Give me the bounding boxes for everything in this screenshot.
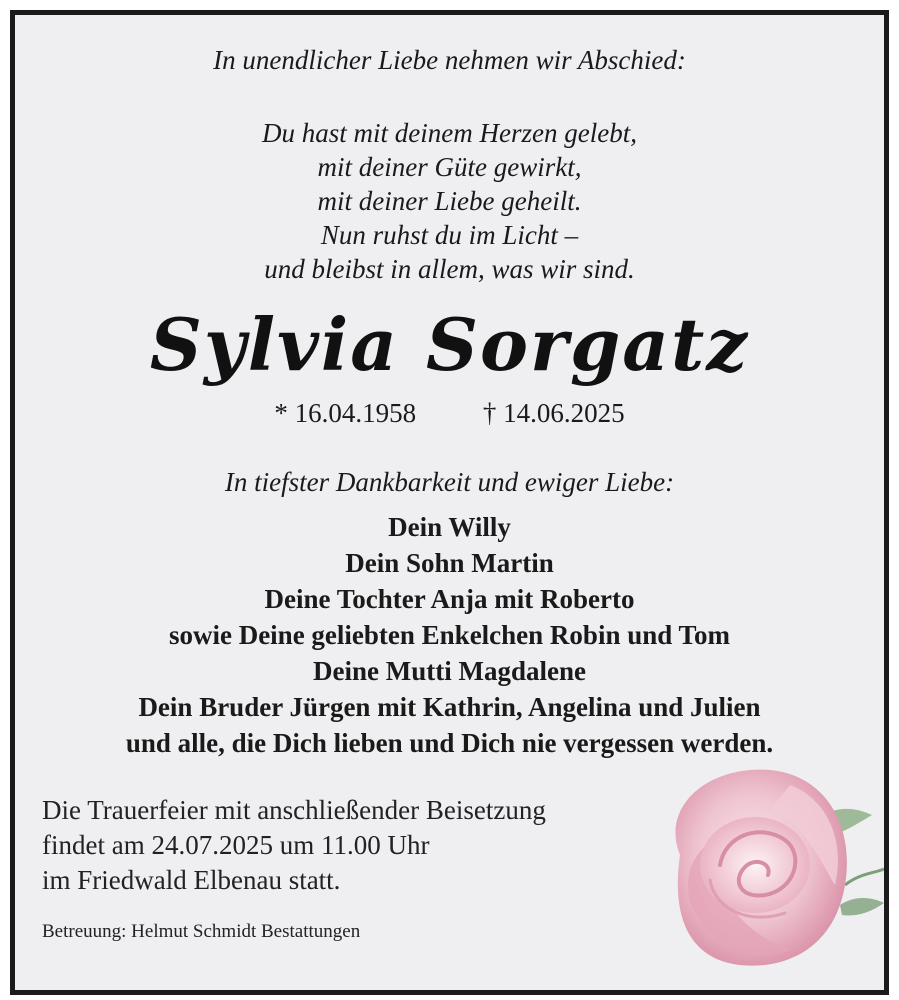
poem-line: mit deiner Liebe geheilt.	[317, 186, 582, 216]
funeral-home-credit: Betreuung: Helmut Schmidt Bestattungen	[42, 921, 361, 942]
thanks-line: In tiefster Dankbarkeit und ewiger Liebe:	[224, 467, 675, 497]
poem	[15, 116, 884, 286]
poem-line: und bleibst in allem, was wir sind.	[264, 254, 635, 284]
ceremony-line: findet am 24.07.2025 um 11.00 Uhr	[42, 830, 430, 860]
family-list	[15, 509, 884, 761]
family-member: Dein Bruder Jürgen mit Kathrin, Angelina und Julien	[138, 692, 761, 722]
death-date: † 14.06.2025	[482, 398, 625, 428]
birth-date: * 16.04.1958	[274, 398, 417, 428]
ceremony-info	[42, 793, 546, 898]
poem-line: Du hast mit deinem Herzen gelebt,	[262, 118, 637, 148]
family-member: Dein Sohn Martin	[345, 548, 554, 578]
family-member: Deine Tochter Anja mit Roberto	[264, 584, 635, 614]
rose-illustration	[640, 745, 884, 990]
obituary-frame	[10, 10, 889, 995]
family-member: Deine Mutti Magdalene	[313, 656, 586, 686]
ceremony-line: im Friedwald Elbenau statt.	[42, 865, 341, 895]
poem-line: mit deiner Güte gewirkt,	[317, 152, 582, 182]
family-member: Dein Willy	[388, 512, 511, 542]
ceremony-line: Die Trauerfeier mit anschließender Beisetzung	[42, 795, 546, 825]
deceased-name: Sylvia Sorgatz	[149, 302, 750, 387]
family-member: sowie Deine geliebten Enkelchen Robin und Tom	[168, 620, 731, 650]
life-dates	[15, 398, 884, 429]
family-member: und alle, die Dich lieben und Dich nie vergessen werden.	[125, 728, 774, 758]
poem-line: Nun ruhst du im Licht –	[320, 220, 579, 250]
intro-line: In unendlicher Liebe nehmen wir Abschied:	[213, 45, 686, 75]
